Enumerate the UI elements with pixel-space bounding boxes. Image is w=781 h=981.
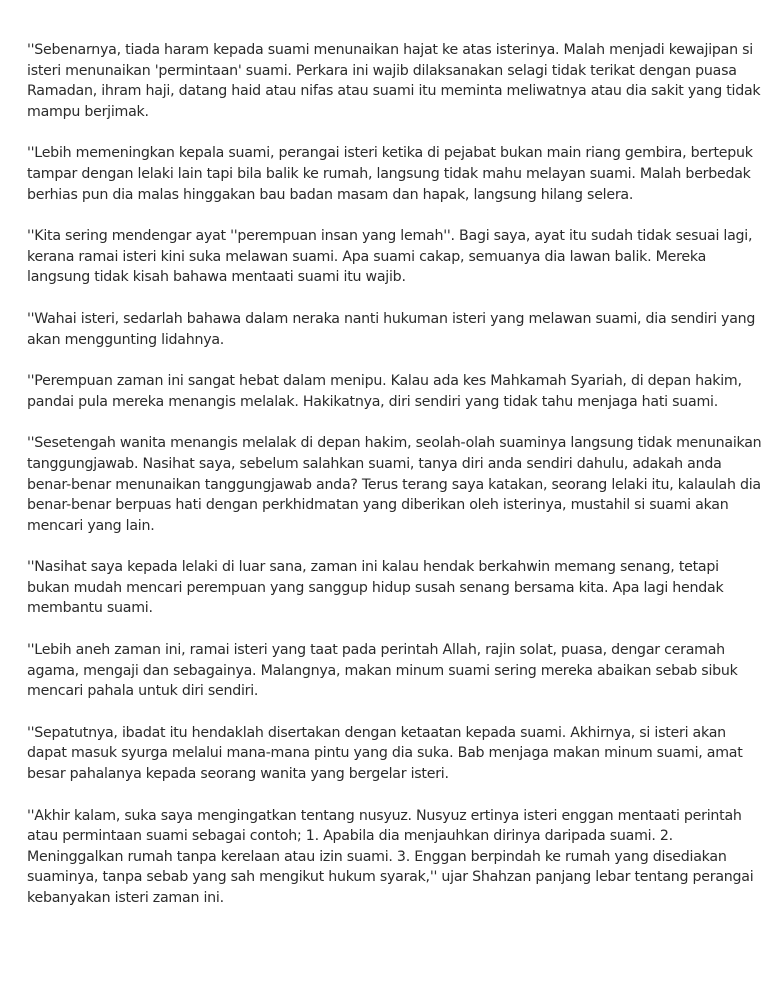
paragraph-1: ''Sebenarnya, tiada haram kepada suami menunaikan hajat ke atas isterinya. Malah menjadi kewajipan si isteri menunaikan 'permintaan' suami. Perkara ini wajib dilaksanakan selagi tidak terikat dengan puasa Ramadan, ihram haji, datang haid atau nifas atau suami itu meminta meliwatnya atau dia sakit yang tidak mampu berjimak.	[27, 42, 761, 120]
paragraph-3: ''Kita sering mendengar ayat ''perempuan insan yang lemah''. Bagi saya, ayat itu sudah tidak sesuai lagi, kerana ramai isteri kini suka melawan suami. Apa suami cakap, semuanya dia lawan balik. Mereka langsung tidak kisah bahawa mentaati suami itu wajib.	[27, 228, 753, 286]
paragraph-2: ''Lebih memeningkan kepala suami, perangai isteri ketika di pejabat bukan main riang gembira, bertepuk tampar dengan lelaki lain tapi bila balik ke rumah, langsung tidak mahu melayan suami. Malah berbedak berhias pun dia malas hinggakan bau badan masam dan hapak, langsung hilang selera.	[27, 145, 753, 203]
paragraph-4: ''Wahai isteri, sedarlah bahawa dalam neraka nanti hukuman isteri yang melawan suami, dia sendiri yang akan menggunting lidahnya.	[27, 310, 756, 348]
paragraph-5: ''Perempuan zaman ini sangat hebat dalam menipu. Kalau ada kes Mahkamah Syariah, di depan hakim, pandai pula mereka menangis melalak. Hakikatnya, diri sendiri yang tidak tahu menjaga hati suami.	[27, 373, 742, 410]
paragraph-10: ''Akhir kalam, suka saya mengingatkan tentang nusyuz. Nusyuz ertinya isteri enggan mentaati perintah atau permintaan suami sebagai contoh; 1. Apabila dia menjauhkan dirinya daripada suami. 2. Meninggalkan rumah tanpa kerelaan atau izin suami. 3. Enggan berpindah ke rumah yang disediakan suaminya, tanpa sebab yang sah mengikut hukum syarak,'' ujar Shahzan panjang lebar tentang perangai kebanyakan isteri zaman ini.	[27, 807, 754, 906]
paragraph-7: ''Nasihat saya kepada lelaki di luar sana, zaman ini kalau hendak berkahwin memang senang, tetapi bukan mudah mencari perempuan yang sanggup hidup susah senang bersama kita. Apa lagi hendak membantu suami.	[27, 559, 724, 617]
paragraph-9: ''Sepatutnya, ibadat itu hendaklah disertakan dengan ketaatan kepada suami. Akhirnya, si isteri akan dapat masuk syurga melalui mana-mana pintu yang dia suka. Bab menjaga makan minum suami, amat besar pahalanya kepada seorang wanita yang bergelar isteri.	[27, 724, 743, 783]
paragraph-6: ''Sesetengah wanita menangis melalak di depan hakim, seolah-olah suaminya langsung tidak menunaikan tanggungjawab. Nasihat saya, sebelum salahkan suami, tanya diri anda sendiri dahulu, adakah anda benar-benar menunaikan tanggungjawab anda? Terus terang saya katakan, seorang lelaki itu, kalaulah dia benar-benar berpuas hati dengan perkhidmatan yang diberikan oleh isterinya, mustahil si suami akan mencari yang lain.	[27, 435, 762, 534]
paragraph-8: ''Lebih aneh zaman ini, ramai isteri yang taat pada perintah Allah, rajin solat, puasa, dengar ceramah agama, mengaji dan sebagainya. Malangnya, makan minum suami sering mereka abaikan sebab sibuk mencari pahala untuk diri sendiri.	[27, 642, 738, 700]
document-body	[27, 40, 762, 930]
